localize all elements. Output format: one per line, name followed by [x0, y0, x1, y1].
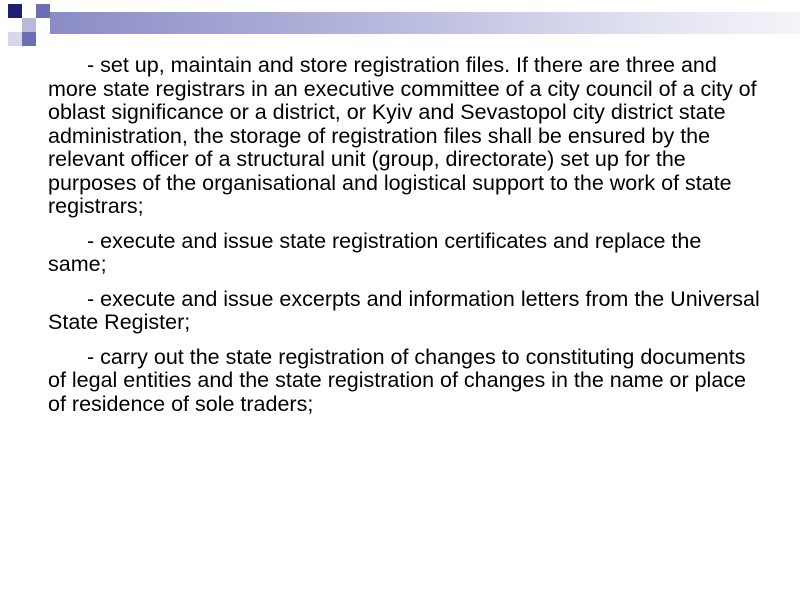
header-square: [8, 32, 22, 46]
header-square: [22, 18, 36, 32]
bullet-paragraph: - execute and issue excerpts and information letters from the Universal State Register;: [48, 286, 760, 334]
header-square: [36, 4, 50, 18]
bullet-paragraph: - execute and issue state registration certificates and replace the same;: [48, 228, 702, 276]
bullet-paragraph: - carry out the state registration of changes to constituting documents of legal entities and the state registration of changes in the name or place of residence of sole traders;: [48, 344, 746, 416]
body-text: [48, 54, 764, 427]
header-square: [22, 32, 36, 46]
bullet-paragraph: - set up, maintain and store registration files. If there are three and more state registrars in an executive committee of a city council of a city of oblast significance or a district, or Kyiv and Sevastopol city district state administration, the storage of registration files shall be ensured by the relevant officer of a structural unit (group, directorate) set up for the purposes of the organisational and logistical support to the work of state registrars;: [48, 53, 757, 218]
header-square: [8, 4, 22, 18]
header-gradient-bar: [50, 12, 800, 34]
